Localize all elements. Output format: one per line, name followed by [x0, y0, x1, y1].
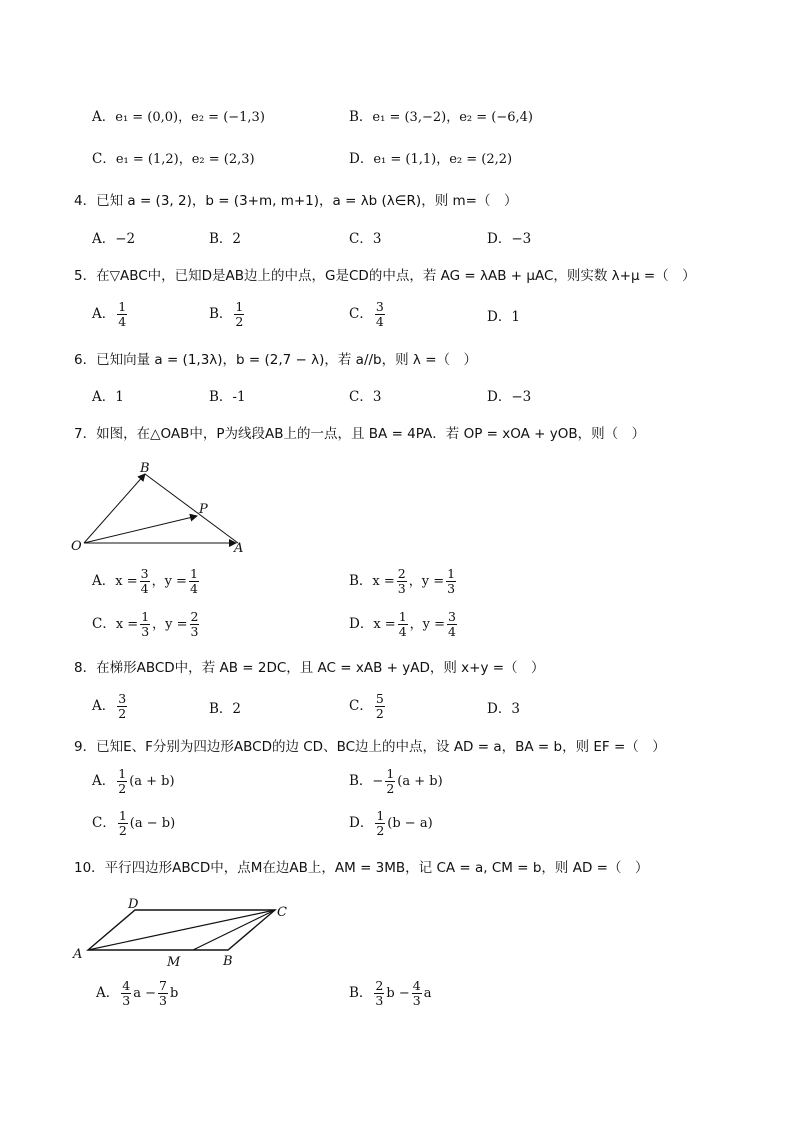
q8-option-a: A． $\frac{3}{2}$: [92, 691, 127, 721]
option-label: B．: [349, 109, 373, 125]
q6-option-d: D．−3: [487, 389, 532, 405]
option-expr: e₁ = (0,0)，e₂ = (−1,3): [115, 110, 265, 125]
label-m: M: [167, 955, 181, 970]
q8-option-c: C． $\frac{5}{2}$: [349, 691, 384, 721]
option-label: A．: [92, 306, 116, 322]
option-expr: e₁ = (3,−2)，e₂ = (−6,4): [372, 110, 533, 125]
q7-option-d: D．x = $\frac{1}{4}$ ，y = $\frac{3}{4}$: [349, 609, 456, 639]
q5-stem: 5．在▽ABC中，已知D是AB边上的中点，G是CD的中点，若 AG = λAB + μAC，则实数 λ+μ =（ ）: [74, 268, 696, 284]
q5-option-a: [92, 300, 129, 329]
q7-option-a: A．x = $\frac{3}{4}$ ，y = $\frac{1}{4}$: [92, 566, 198, 596]
q4-option-c: C．3: [349, 231, 382, 247]
q7-triangle-figure: [66, 460, 256, 555]
q3-option-a: [92, 108, 265, 127]
q7-option-b: B．x = $\frac{2}{3}$ ，y = $\frac{1}{3}$: [349, 566, 456, 596]
option-expr: e₁ = (1,1)，e₂ = (2,2): [373, 152, 513, 167]
q7-option-c: C．x = $\frac{1}{3}$ ，y = $\frac{2}{3}$: [92, 609, 199, 639]
q8-option-d: D．3: [487, 701, 520, 717]
q4-option-b: B．2: [209, 231, 242, 247]
q5-option-c: [349, 300, 387, 329]
q9-option-d: D． $\frac{1}{2}$ (b − a): [349, 808, 433, 838]
q7-stem: 7．如图，在△OAB中，P为线段AB上的一点，且 BA = 4PA．若 OP = xOA + yOB，则（ ）: [74, 426, 646, 442]
option-expr: e₁ = (1,2)，e₂ = (2,3): [115, 152, 255, 167]
q9-option-b: B．− $\frac{1}{2}$ (a + b): [349, 766, 443, 796]
q3-option-d: [349, 150, 512, 169]
q10-option-a: A． $\frac{4}{3}$ a − $\frac{7}{3}$ b: [96, 978, 179, 1008]
option-label: B．: [209, 306, 233, 322]
q6-stem: 6．已知向量 a = (1,3λ)，b = (2,7 − λ)，若 a//b，则 λ =（ ）: [74, 352, 478, 368]
option-label: C．: [349, 306, 373, 322]
q9-option-a: A． $\frac{1}{2}$ (a + b): [92, 766, 175, 796]
fraction: $\frac{1}{2}$: [235, 299, 244, 329]
q6-option-c: C．3: [349, 389, 382, 405]
q9-stem: 9．已知E、F分别为四边形ABCD的边 CD、BC边上的中点，设 AD = a，BA = b，则 EF =（ ）: [74, 739, 666, 755]
option-label: D．: [349, 151, 374, 167]
option-label: C．: [92, 151, 116, 167]
label-a: A: [234, 541, 244, 555]
segment-op: [84, 516, 197, 543]
q4-stem: 4．已知 a = (3, 2)，b = (3+m, m+1)，a = λb (λ∈R)，则 m=（ ）: [74, 193, 518, 209]
label-a: A: [73, 947, 83, 962]
q4-option-a: A．−2: [92, 231, 136, 247]
fraction: $\frac{1}{4}$: [118, 299, 127, 329]
q3-option-b: [349, 108, 533, 127]
label-d: D: [128, 897, 139, 912]
option-label: A．: [92, 109, 116, 125]
q9-option-c: C． $\frac{1}{2}$ (a − b): [92, 808, 176, 838]
q10-parallelogram-figure: [70, 892, 300, 972]
segment-ab: [145, 474, 238, 543]
label-c: C: [277, 905, 287, 920]
fraction: $\frac{3}{4}$: [375, 299, 384, 329]
q8-option-b: B．2: [209, 701, 242, 717]
q10-option-b: B． $\frac{2}{3}$ b − $\frac{4}{3}$ a: [349, 978, 432, 1008]
q6-option-b: B．-1: [209, 389, 246, 405]
label-b: B: [140, 461, 150, 476]
q10-stem: 10．平行四边形ABCD中，点M在边AB上，AM = 3MB，记 CA = a, CM = b，则 AD =（ ）: [74, 860, 649, 876]
diagonal-ac: [88, 910, 275, 950]
segment-ob: [84, 474, 145, 543]
q5-option-d: [487, 308, 520, 326]
option-label: D．: [487, 309, 512, 325]
label-p: P: [199, 502, 208, 517]
q6-option-a: A．1: [92, 389, 124, 405]
q4-option-d: D．−3: [487, 231, 532, 247]
option-value: 1: [511, 309, 520, 325]
q5-option-b: [209, 300, 246, 329]
q8-stem: 8．在梯形ABCD中，若 AB = 2DC，且 AC = xAB + yAD，则 x+y =（ ）: [74, 660, 545, 676]
label-b: B: [223, 954, 233, 969]
q3-option-c: [92, 150, 255, 169]
label-o: O: [71, 539, 82, 554]
